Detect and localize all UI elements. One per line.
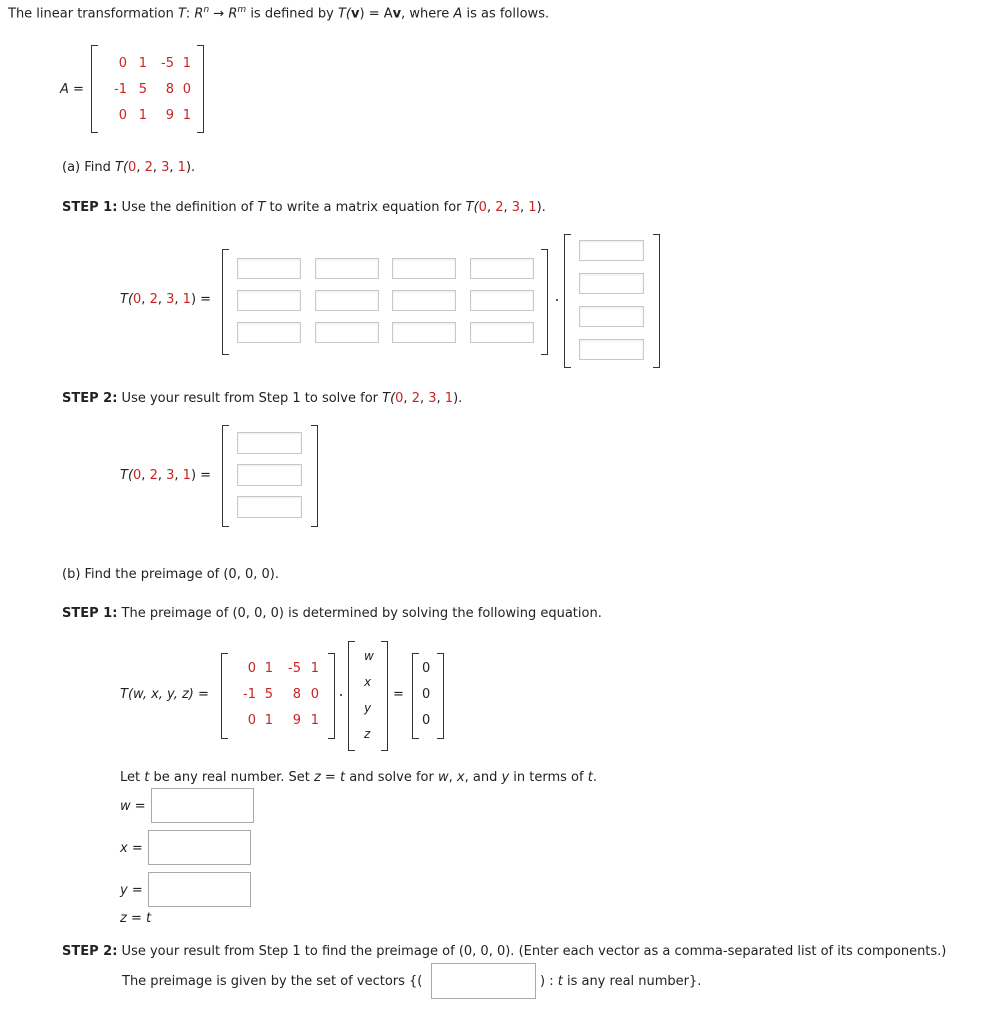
matrix-entry-input[interactable] — [392, 258, 456, 279]
intro-A: A — [453, 6, 463, 22]
var-cell: w — [364, 649, 374, 663]
y-label: y = — [120, 883, 143, 898]
intro-m: m — [237, 5, 247, 15]
instr-eq: = — [320, 770, 340, 785]
intro-eq: ) = A — [359, 6, 393, 22]
step1b-matrix-left-bracket — [221, 653, 228, 739]
step1a-v3: 1 — [528, 200, 537, 215]
matrix-a-right-bracket — [197, 45, 204, 133]
step2b-label: STEP 2: — [62, 944, 118, 959]
step2a-v2: 3 — [428, 391, 437, 406]
matrix-a-cell: -1 — [114, 82, 127, 97]
part-a-v2: 3 — [161, 160, 170, 175]
step1b-lhs: T(w, x, y, z) = — [120, 687, 209, 702]
step2a-lhs-post: ) = — [190, 468, 212, 483]
step1b-label: STEP 1: — [62, 606, 118, 621]
part-a-heading: (a) Find T(0, 2, 3, 1). — [62, 160, 196, 175]
intro-text — [8, 5, 549, 21]
matrix-b-cell: -1 — [243, 687, 256, 702]
step1b-dot-operator — [340, 694, 342, 696]
step2a-v0: 0 — [395, 391, 404, 406]
matrix-entry-input[interactable] — [470, 322, 534, 343]
step1b-body: The preimage of (0, 0, 0) is determined by solving the following equation. — [117, 606, 602, 621]
matrix-b-cell: 1 — [264, 661, 273, 676]
var-cell: z — [364, 727, 371, 741]
instr-mid: be any real number. Set — [149, 770, 314, 785]
step2a-lhs-v0: 0 — [133, 468, 142, 483]
matrix-a-cell: -5 — [161, 56, 174, 71]
part-a-v1: 2 — [144, 160, 153, 175]
intro-v: v — [351, 6, 360, 22]
step1a-pre: Use the definition of — [117, 200, 258, 215]
matrix-entry-input[interactable] — [392, 322, 456, 343]
step2b-t: t — [557, 974, 563, 989]
zero-cell: 0 — [422, 661, 431, 676]
matrix-a-label: A = — [60, 82, 84, 97]
step1a-lhs-T: T( — [120, 292, 134, 307]
w-label: w = — [120, 799, 146, 814]
instr-t: t — [144, 770, 150, 785]
matrix-a-cell: 1 — [182, 108, 191, 123]
zero-cell: 0 — [422, 687, 431, 702]
part-b-heading: (b) Find the preimage of (0, 0, 0). — [62, 567, 279, 582]
step2b-text — [62, 944, 946, 959]
matrix-entry-input[interactable] — [392, 290, 456, 311]
step1a-lhs-post: ) = — [190, 292, 212, 307]
instr-x: x — [456, 770, 465, 785]
step2a-v1: 2 — [411, 391, 420, 406]
intro-prefix: The linear transformation — [8, 6, 178, 22]
matrix-entry-input[interactable] — [237, 258, 301, 279]
matrix-a-cell: 1 — [138, 108, 147, 123]
intro-Rm: R — [228, 6, 238, 22]
matrix-a-cell: 0 — [118, 56, 127, 71]
matrix-entry-input[interactable] — [315, 322, 379, 343]
matrix-entry-input[interactable] — [315, 258, 379, 279]
matrix-entry-input[interactable] — [237, 322, 301, 343]
matrix-b-cell: 5 — [264, 687, 273, 702]
intro-Rn: R — [194, 6, 204, 22]
step1a-lhs-v2: 3 — [166, 292, 175, 307]
step1a-label: STEP 1: — [62, 200, 118, 215]
step2b-post-text: is any real number}. — [562, 974, 702, 989]
step1a-lhs-v3: 1 — [182, 292, 191, 307]
intro-end: is as follows. — [462, 6, 550, 22]
vector-entry-input[interactable] — [579, 273, 644, 294]
step2b-pre: The preimage is given by the set of vectors {( — [122, 974, 423, 989]
matrix-b-cell: 9 — [292, 713, 301, 728]
w-input[interactable] — [151, 788, 254, 823]
step1b-matrix-right-bracket — [328, 653, 335, 739]
result-entry-input[interactable] — [237, 432, 302, 454]
intro-mid: is defined by — [246, 6, 338, 22]
step2a-pre: Use your result from Step 1 to solve for — [117, 391, 383, 406]
instr-interms: in terms of — [509, 770, 588, 785]
step2a-T: T( — [382, 391, 396, 406]
step2a-lhs-T: T( — [120, 468, 134, 483]
matrix-b-cell: 1 — [264, 713, 273, 728]
step1b-instruction — [120, 770, 597, 785]
step1b-zeros-left-bracket — [412, 653, 419, 739]
instr-t2: t — [339, 770, 346, 785]
instr-t3: t — [587, 770, 593, 785]
step1b-text — [62, 606, 602, 621]
zero-cell: 0 — [422, 713, 431, 728]
matrix-b-cell: 0 — [247, 713, 256, 728]
intro-T: T — [177, 6, 186, 22]
result-entry-input[interactable] — [237, 464, 302, 486]
instr-post: and solve for — [345, 770, 438, 785]
matrix-entry-input[interactable] — [237, 290, 301, 311]
instr-period: . — [592, 770, 597, 785]
result-entry-input[interactable] — [237, 496, 302, 518]
instr-and: , and — [464, 770, 502, 785]
matrix-a-cell: 0 — [182, 82, 191, 97]
matrix-a-cell: 0 — [118, 108, 127, 123]
step1b-equals: = — [393, 687, 404, 702]
step2a-v3: 1 — [444, 391, 454, 406]
part-a-pre: (a) Find — [62, 160, 116, 175]
step1a-text: STEP 1: Use the definition of T to write a matrix equation for T(0, 2, 3, 1). — [62, 200, 546, 215]
intro-Tv: T( — [337, 6, 351, 22]
step2a-lhs-v1: 2 — [149, 468, 158, 483]
matrix-a-cell: 9 — [165, 108, 174, 123]
matrix-b-cell: 1 — [310, 713, 319, 728]
step2a-label: STEP 2: — [62, 391, 118, 406]
intro-v2: v — [392, 6, 402, 22]
matrix-b-cell: 0 — [310, 687, 319, 702]
part-a-v3: 1 — [177, 160, 186, 175]
matrix-a-left-bracket — [91, 45, 98, 133]
matrix-a-cell: 5 — [138, 82, 147, 97]
step1a-lhs-v0: 0 — [133, 292, 142, 307]
x-input[interactable] — [148, 830, 251, 865]
step2a-left-bracket — [222, 425, 229, 527]
intro-colon: : — [185, 6, 195, 22]
matrix-b-cell: 8 — [292, 687, 301, 702]
step1b-vars-right-bracket — [381, 641, 388, 751]
matrix-entry-input[interactable] — [315, 290, 379, 311]
vector-entry-input[interactable] — [579, 339, 644, 360]
preimage-input[interactable] — [431, 963, 536, 999]
step1a-T: T — [257, 200, 266, 215]
matrix-entry-input[interactable] — [470, 258, 534, 279]
part-a-T: T( — [115, 160, 129, 175]
step1a-v2: 3 — [511, 200, 521, 215]
matrix-b-cell: 0 — [247, 661, 256, 676]
step1a-v1: 2 — [495, 200, 504, 215]
intro-arrow: → — [209, 6, 229, 22]
step1b-zeros-right-bracket — [437, 653, 444, 739]
step2b-body: Use your result from Step 1 to find the preimage of (0, 0, 0). (Enter each vector as a comma-separated list of its components.) — [117, 944, 947, 959]
step2a-post: ). — [453, 391, 463, 406]
step2a-lhs-v3: 1 — [182, 468, 191, 483]
step2a-lhs: T(0, 2, 3, 1) = — [120, 468, 212, 483]
step1a-lhs-v1: 2 — [149, 292, 158, 307]
step1a-dot-operator — [556, 299, 558, 301]
matrix-b-cell: 1 — [310, 661, 319, 676]
step1a-T2: T( — [465, 200, 479, 215]
matrix-a-cell: 1 — [182, 56, 191, 71]
matrix-b-cell: -5 — [288, 661, 301, 676]
step1b-vars-left-bracket — [348, 641, 355, 751]
step1a-vector-right-bracket — [653, 234, 660, 368]
step1a-matrix-left-bracket — [222, 249, 229, 355]
instr-y: y — [501, 770, 510, 785]
step2b-post-pre: ) : — [540, 974, 558, 989]
matrix-a-cell: 8 — [165, 82, 174, 97]
vector-entry-input[interactable] — [579, 240, 644, 261]
instr-pre: Let — [120, 770, 145, 785]
step1a-matrix-right-bracket — [541, 249, 548, 355]
part-a-v0: 0 — [128, 160, 137, 175]
step1a-lhs: T(0, 2, 3, 1) = — [120, 292, 212, 307]
y-input[interactable] — [148, 872, 251, 907]
part-a-post: ). — [185, 160, 196, 175]
intro-n: n — [203, 5, 210, 15]
var-cell: y — [364, 701, 372, 715]
intro-suffix: , where — [401, 6, 454, 22]
instr-w: w — [437, 770, 449, 785]
var-cell: x — [364, 675, 372, 689]
step1a-vector-left-bracket — [564, 234, 571, 368]
step1a-post: ). — [536, 200, 546, 215]
step2b-post — [540, 974, 701, 989]
step1a-v0: 0 — [478, 200, 487, 215]
step2a-right-bracket — [311, 425, 318, 527]
matrix-entry-input[interactable] — [470, 290, 534, 311]
x-label: x = — [120, 841, 143, 856]
step2a-lhs-v2: 3 — [166, 468, 175, 483]
step1a-mid: to write a matrix equation for — [265, 200, 466, 215]
instr-z: z — [313, 770, 321, 785]
matrix-a-cell: 1 — [138, 56, 147, 71]
vector-entry-input[interactable] — [579, 306, 644, 327]
step2a-text: STEP 2: Use your result from Step 1 to solve for T(0, 2, 3, 1). — [62, 391, 463, 406]
z-line: z = t — [120, 911, 152, 926]
instr-comma: , — [448, 770, 457, 785]
